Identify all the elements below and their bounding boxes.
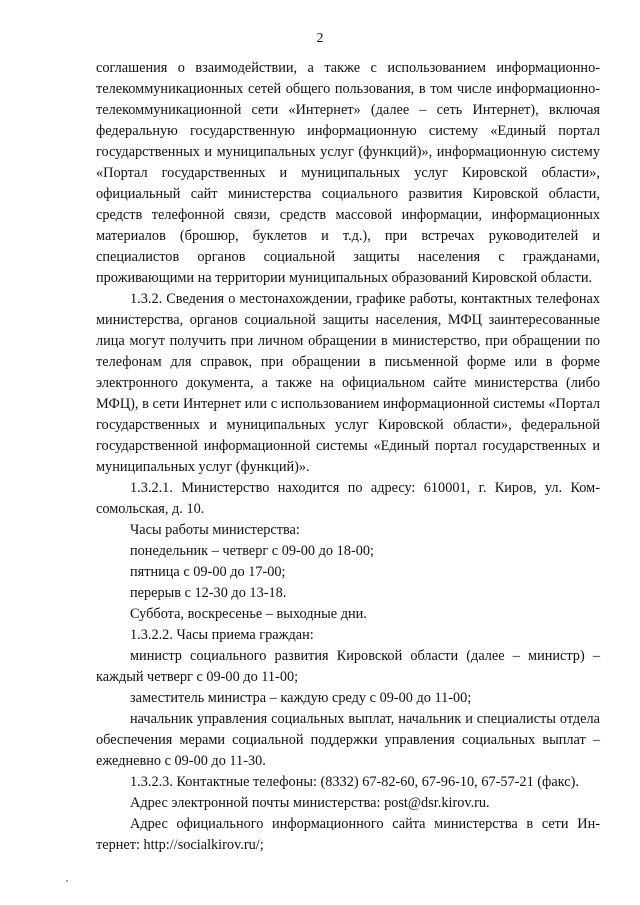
paragraph-1-3-2: 1.3.2. Сведения о местонахождении, графике работы, контактных телефонах министерства, органов социальной защиты населения, МФЦ заинтересованные лица могут получить при личном обращении в министерство, при обращении по телефонам для справок, при обращении в письменной форме или в форме электронного документа, а также на официальном сайте министерства (либо МФЦ), в сети Интернет или с использованием информационной системы «Портал государственных и муниципальных услуг Кировской области», федеральной государственной информационной системы «Единый портал государственных и муниципальных услуг (функций)».	[96, 291, 600, 475]
working-hours-mon-thu: понедельник – четверг с 09-00 до 18-00;	[130, 543, 374, 559]
email-address: Адрес электронной почты министерства: post@dsr.kirov.ru.	[130, 795, 490, 811]
reception-deputy-minister: заместитель министра – каждую среду с 09-00 до 11-00;	[130, 690, 472, 706]
reception-department-head: начальник управления социальных выплат, начальник и специалисты отдела обеспечения мерами социальной поддержки управления социальных выплат – ежедневно с 09-00 до 11-30.	[96, 711, 600, 769]
working-hours-weekend: Суббота, воскресенье – выходные дни.	[130, 606, 367, 622]
website-address: Адрес официального информационного сайта министерства в сети Интернет: http://socialkirov.ru/;	[96, 816, 600, 853]
page-number: 2	[316, 31, 324, 46]
paragraph-agreement-continuation: соглашения о взаимодействии, а также с использованием информационно-телекоммуникационных сетей общего пользования, в том числе информационно-телекоммуникационной сети «Интернет» (далее – сеть Интернет), включая федеральную государственную информационную систему «Единый портал государственных и муниципальных услуг (функций)», информационную систему «Портал государственных и муниципальных услуг Кировской области», официальный сайт министерства социального развития Кировской области, средств телефонной связи, средств массовой информации, информационных материалов (брошюр, буклетов и т.д.), при встречах руководителей и специалистов органов социальной защиты населения с гражданами, проживающими на территории муниципальных образований Кировской области.	[96, 60, 600, 286]
working-hours-break: перерыв с 12-30 до 13-18.	[130, 585, 287, 601]
document-body	[96, 58, 600, 856]
scan-speck	[66, 880, 68, 882]
contact-phones: 1.3.2.3. Контактные телефоны: (8332) 67-82-60, 67-96-10, 67-57-21 (факс).	[130, 774, 579, 790]
paragraph-1-3-2-1-address: 1.3.2.1. Министерство находится по адресу: 610001, г. Киров, ул. Комсомольская, д. 10.	[96, 480, 600, 517]
working-hours-title: Часы работы министерства:	[130, 522, 300, 538]
reception-minister: министр социального развития Кировской области (далее – министр) – каждый четверг с 09-00 до 11-00;	[96, 648, 600, 685]
reception-hours-title: 1.3.2.2. Часы приема граждан:	[130, 627, 314, 643]
working-hours-friday: пятница с 09-00 до 17-00;	[130, 564, 286, 580]
